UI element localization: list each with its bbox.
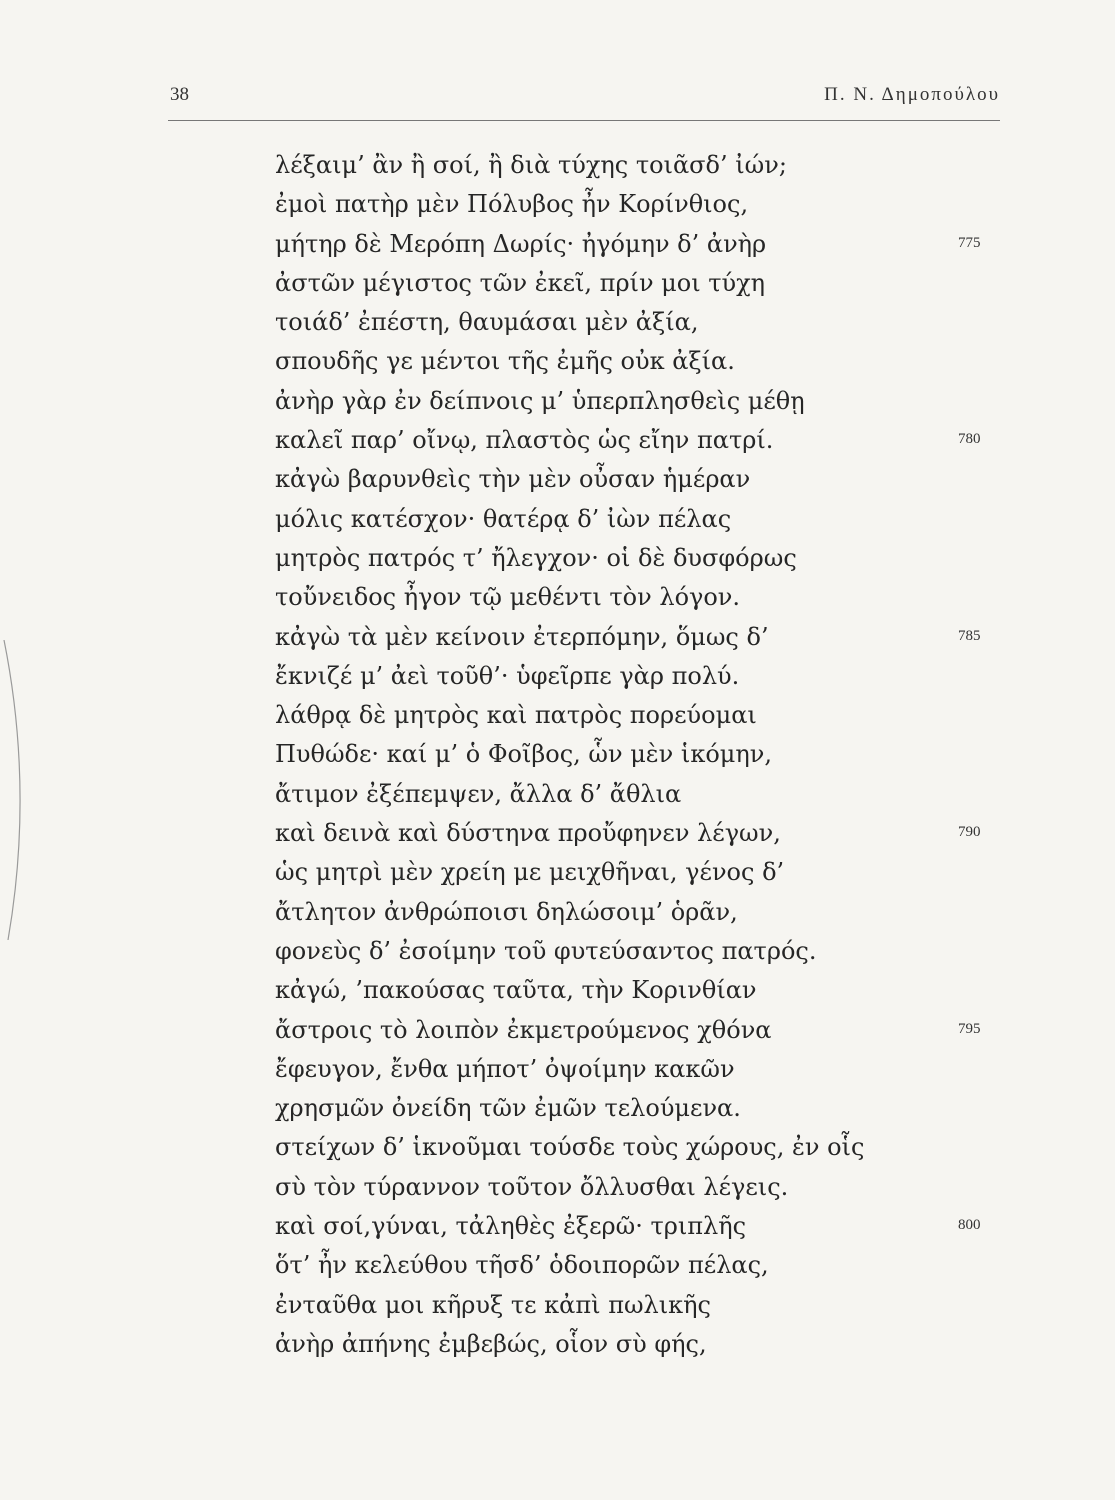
verse-text (275, 146, 864, 1364)
verse-line: καὶ σοί,γύναι, τἀληθὲς ἐξερῶ· τριπλῆς (275, 1212, 747, 1241)
verse-line: φονεὺς δ’ ἐσοίμην τοῦ φυτεύσαντος πατρός. (275, 936, 817, 965)
verse-line: ἐνταῦθα μοι κῆρυξ τε κἀπὶ πωλικῆς (275, 1290, 711, 1319)
verse-line: σπουδῆς γε μέντοι τῆς ἐμῆς οὐκ ἀξία. (275, 347, 735, 376)
verse-line: κἀγώ, ’πακούσας ταῦτα, τὴν Κορινθίαν (275, 976, 757, 1005)
verse-line: ἐμοὶ πατὴρ μὲν Πόλυβος ἦν Κορίνθιος, (275, 190, 749, 219)
line-number: 795 (958, 1020, 981, 1037)
verse-line: ὅτ’ ἦν κελεύθου τῆσδ’ ὁδοιπορῶν πέλας, (275, 1251, 769, 1280)
line-number: 790 (958, 824, 981, 841)
verse-line: ἀνὴρ γὰρ ἐν δείπνοις μ’ ὑπερπλησθεὶς μέθῃ (275, 386, 805, 415)
verse-line: τοὔνειδος ἦγον τῷ μεθέντι τὸν λόγον. (275, 583, 741, 612)
verse-line: ἄτλητον ἀνθρώποισι δηλώσοιμ’ ὁρᾶν, (275, 897, 738, 926)
verse-line: ὡς μητρὶ μὲν χρείη με μειχθῆναι, γένος δ’ (275, 858, 785, 887)
verse-line: σὺ τὸν τύραννον τοῦτον ὄλλυσθαι λέγεις. (275, 1172, 789, 1201)
verse-line: τοιάδ’ ἐπέστη, θαυμάσαι μὲν ἀξία, (275, 308, 699, 337)
verse-line: Πυθώδε· καί μ’ ὁ Φοῖβος, ὧν μὲν ἱκόμην, (275, 740, 772, 769)
verse-line: ἄτιμον ἐξέπεμψεν, ἄλλα δ’ ἄθλια (275, 779, 682, 808)
verse-line: στείχων δ’ ἱκνοῦμαι τούσδε τοὺς χώρους, ἐν οἷς (275, 1133, 865, 1162)
verse-line: ἔκνιζέ μ’ ἀεὶ τοῦθ’· ὑφεῖρπε γὰρ πολύ. (275, 661, 740, 690)
running-head: Π. Ν. Δημοπούλου (824, 84, 1000, 105)
verse-line: ἄστροις τὸ λοιπὸν ἐκμετρούμενος χθόνα (275, 1015, 772, 1044)
verse-line: ἀστῶν μέγιστος τῶν ἐκεῖ, πρίν μοι τύχη (275, 268, 766, 297)
verse-line: λέξαιμ’ ἂν ἢ σοί, ἢ διὰ τύχης τοιᾶσδ’ ἰών; (275, 151, 787, 179)
line-number: 785 (958, 627, 981, 644)
line-number: 775 (958, 234, 981, 251)
verse-line: μητρὸς πατρός τ’ ἤλεγχον· οἱ δὲ δυσφόρως (275, 543, 797, 572)
verse-line: κἀγὼ βαρυνθεὶς τὴν μὲν οὖσαν ἡμέραν (275, 465, 751, 494)
verse-line: κἀγὼ τὰ μὲν κείνοιν ἐτερπόμην, ὅμως δ’ (275, 622, 769, 651)
verse-line: μόλις κατέσχον· θατέρᾳ δ’ ἰὼν πέλας (275, 504, 732, 533)
verse-line: ἔφευγον, ἔνθα μήποτ’ ὀψοίμην κακῶν (275, 1054, 735, 1083)
page-number: 38 (170, 84, 189, 105)
header-rule (168, 120, 1000, 121)
verse-line: καὶ δεινὰ καὶ δύστηνα προὔφηνεν λέγων, (275, 819, 781, 848)
verse-line: ἀνὴρ ἀπήνης ἐμβεβώς, οἷον σὺ φής, (275, 1329, 707, 1358)
verse-line: μήτηρ δὲ Μερόπη Δωρίς· ἠγόμην δ’ ἀνὴρ (275, 229, 767, 258)
verse-line: λάθρᾳ δὲ μητρὸς καὶ πατρὸς πορεύομαι (275, 701, 757, 730)
verse-line: καλεῖ παρ’ οἴνῳ, πλαστὸς ὡς εἴην πατρί. (275, 426, 774, 455)
line-number: 800 (958, 1217, 981, 1234)
line-number: 780 (958, 431, 981, 448)
margin-shadow-arc (0, 640, 40, 940)
verse-line: χρησμῶν ὀνείδη τῶν ἐμῶν τελούμενα. (275, 1094, 741, 1123)
